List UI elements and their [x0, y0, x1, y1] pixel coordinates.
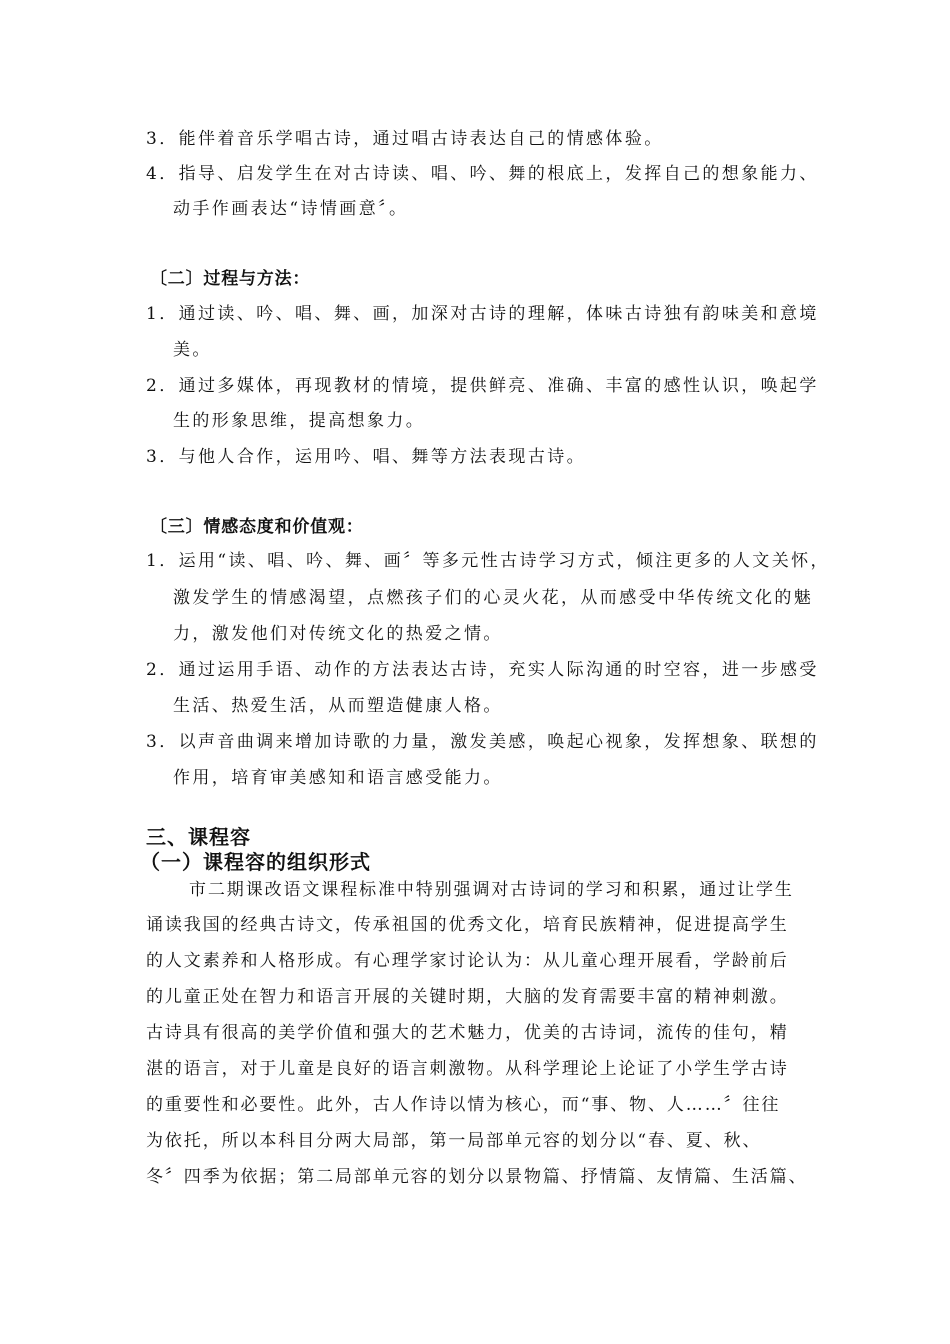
paragraph-line: 湛的语言，对于儿童是良好的语言刺激物。从科学理论上论证了小学生学古诗 [146, 1059, 789, 1079]
paragraph-line: 为依托，所以本科目分两大局部，第一局部单元容的划分以“春、夏、秋、 [146, 1131, 762, 1151]
section-subtitle: （一）课程容的组织形式 [140, 850, 371, 874]
paragraph-line: 的儿童正处在智力和语言开展的关键时期，大脑的发育需要丰富的精神刺激。 [146, 987, 789, 1007]
goal-item-3: 3．能伴着音乐学唱古诗，通过唱古诗表达自己的情感体验。 [146, 129, 664, 149]
emotion-item-1-line-2: 激发学生的情感渴望，点燃孩子们的心灵火花，从而感受中华传统文化的魅 [173, 588, 814, 608]
emotion-heading: 〔三〕情感态度和价值观： [150, 517, 364, 537]
emotion-item-3-line-2: 作用，培育审美感知和语言感受能力。 [173, 768, 503, 788]
process-item-2-line-1: 2．通过多媒体，再现教材的情境，提供鲜亮、准确、丰富的感性认识，唤起学 [146, 376, 819, 396]
emotion-item-2-line-1: 2．通过运用手语、动作的方法表达古诗，充实人际沟通的时空容，进一步感受 [146, 660, 819, 680]
process-item-1-line-2: 美。 [173, 340, 212, 360]
paragraph-line: 诵读我国的经典古诗文，传承祖国的优秀文化，培育民族精神，促进提高学生 [146, 915, 789, 935]
paragraph-line: 市二期课改语文课程标准中特别强调对古诗词的学习和积累，通过让学生 [189, 880, 794, 900]
process-item-3: 3．与他人合作，运用吟、唱、舞等方法表现古诗。 [146, 447, 587, 467]
process-item-1-line-1: 1．通过读、吟、唱、舞、画，加深对古诗的理解，体味古诗独有韵味美和意境 [146, 304, 819, 324]
emotion-item-1-line-3: 力，激发他们对传统文化的热爱之情。 [173, 624, 503, 644]
paragraph-line: 的人文素养和人格形成。有心理学家讨论认为：从儿童心理开展看，学龄前后 [146, 951, 789, 971]
paragraph-line: 古诗具有很高的美学价值和强大的艺术魅力，优美的古诗词，流传的佳句，精 [146, 1023, 789, 1043]
goal-item-4-line-2: 动手作画表达“诗情画意〞。 [173, 199, 409, 219]
goal-item-4-line-1: 4．指导、启发学生在对古诗读、唱、吟、舞的根底上，发挥自己的想象能力、 [146, 164, 819, 184]
process-item-2-line-2: 生的形象思维，提高想象力。 [173, 411, 426, 431]
paragraph-line: 冬〞四季为依据；第二局部单元容的划分以景物篇、抒情篇、友情篇、生活篇、 [146, 1167, 808, 1187]
section-title: 三、课程容 [146, 825, 251, 849]
emotion-item-2-line-2: 生活、热爱生活，从而塑造健康人格。 [173, 696, 503, 716]
process-heading: 〔二〕过程与方法： [150, 269, 311, 289]
paragraph-line: 的重要性和必要性。此外，古人作诗以情为核心，而“事、物、人……〞往往 [146, 1095, 781, 1115]
emotion-item-1-line-1: 1．运用“读、唱、吟、舞、画〞等多元性古诗学习方式，倾注更多的人文关怀， [146, 551, 830, 571]
emotion-item-3-line-1: 3．以声音曲调来增加诗歌的力量，激发美感，唤起心视象，发挥想象、联想的 [146, 732, 819, 752]
